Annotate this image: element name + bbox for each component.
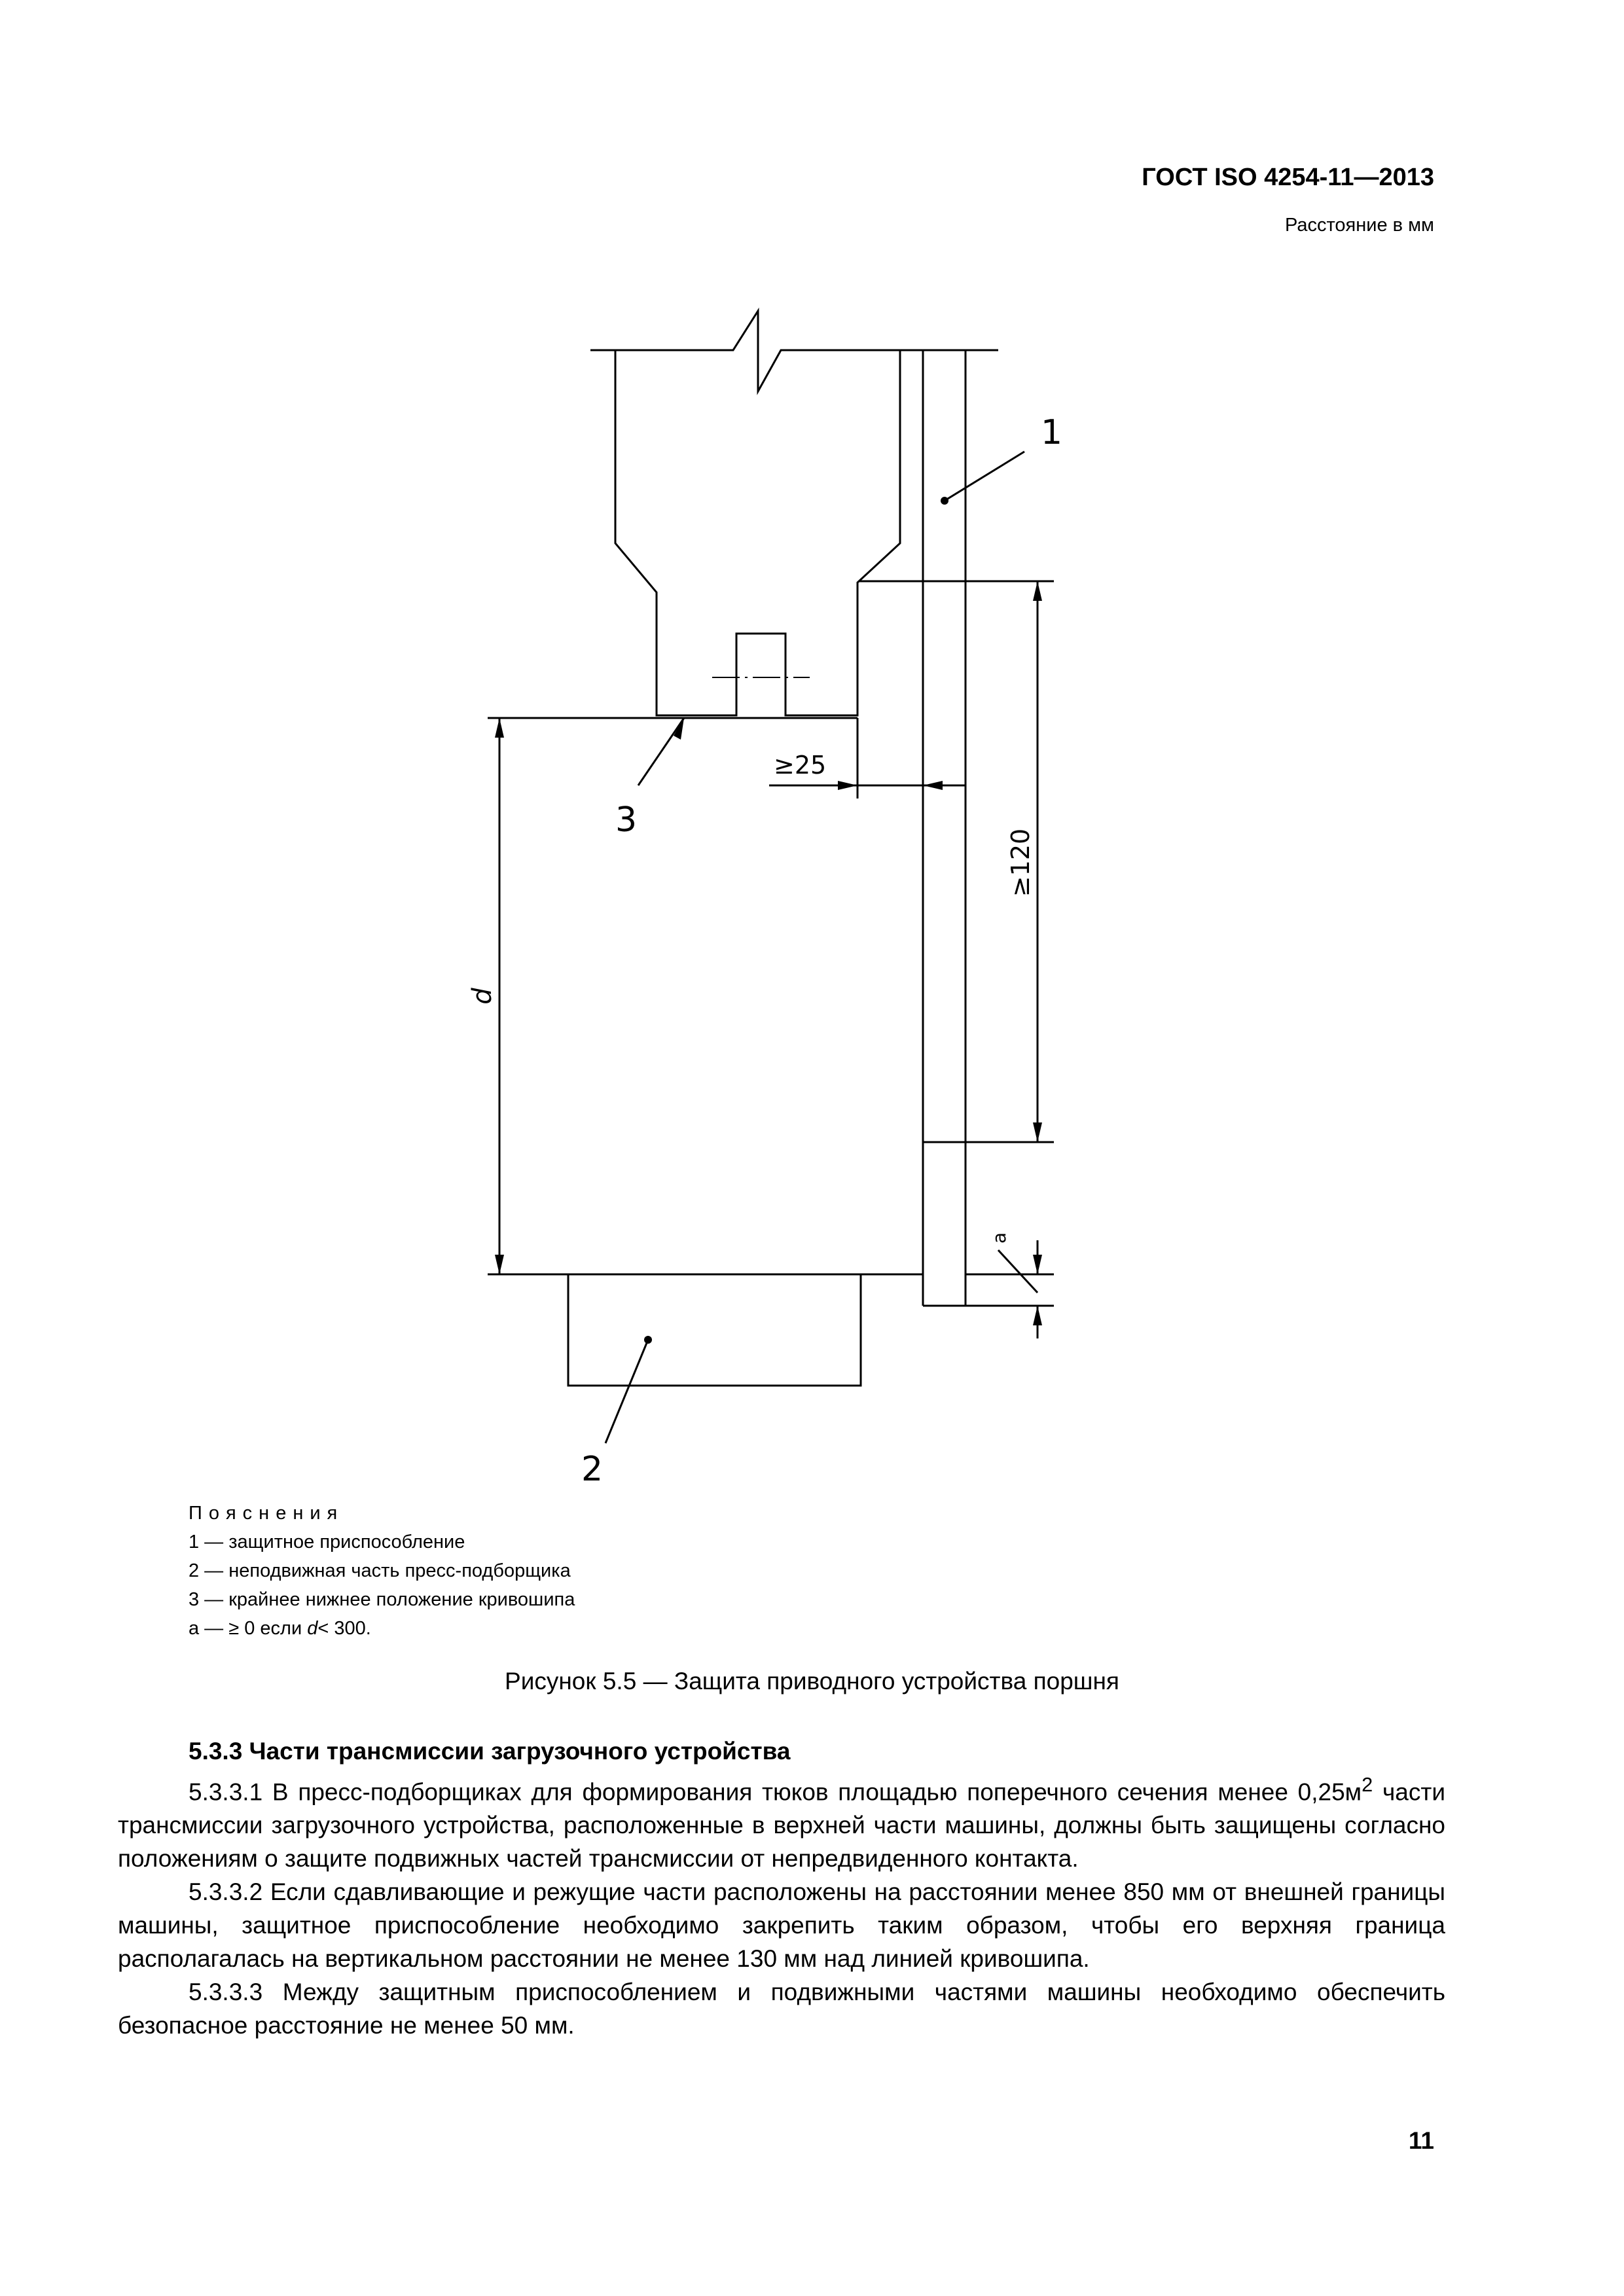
legend xyxy=(189,1499,575,1643)
leader-1 xyxy=(945,452,1024,501)
document-code: ГОСТ ISO 4254-11—2013 xyxy=(1142,164,1434,191)
callout-3: 3 xyxy=(615,800,638,840)
section-5-3-3 xyxy=(118,1734,1445,2042)
dimension-a-label: a xyxy=(988,1232,1010,1244)
leader-3 xyxy=(638,718,684,785)
legend-item-a-tail: < 300. xyxy=(317,1618,371,1639)
page-number: 11 xyxy=(1408,2127,1434,2154)
paragraph-5-3-3-2: 5.3.3.2 Если сдавливающие и режущие части расположены на расстоянии менее 850 мм от внешней границы машины, защитное приспособление необходимо закрепить таким образом, чтобы его верхняя граница располагалась на вертикальном расстоянии не менее 130 мм над линией кривошипа. xyxy=(118,1878,1445,1973)
section-heading: 5.3.3 Части трансмиссии загрузочного устройства xyxy=(189,1738,791,1765)
machine-body-outline xyxy=(615,350,900,715)
legend-item-a-text: a — ≥ 0 если xyxy=(189,1618,308,1639)
fixed-part-rect xyxy=(568,1274,861,1386)
paragraph-5-3-3-3: 5.3.3.3 Между защитным приспособлением и подвижными частями машины необходимо обеспечить безопасное расстояние не менее 50 мм. xyxy=(118,1979,1445,2039)
top-break-line xyxy=(590,311,998,391)
legend-item: 1 — защитное приспособление xyxy=(189,1532,465,1552)
legend-title: Пояснения xyxy=(189,1503,344,1524)
callout-2: 2 xyxy=(581,1450,604,1489)
dimension-gap-label: ≥25 xyxy=(774,751,827,780)
legend-item: 3 — крайнее нижнее положение кривошипа xyxy=(189,1589,575,1610)
callout-1: 1 xyxy=(1041,413,1063,452)
legend-item xyxy=(189,1614,575,1643)
leader-a xyxy=(998,1250,1038,1293)
legend-item-a-var: d xyxy=(307,1618,318,1639)
dimension-d-label: d xyxy=(467,988,497,1005)
dimension-height-label: ≥120 xyxy=(1006,828,1035,897)
leader-2 xyxy=(605,1340,648,1443)
units-note: Расстояние в мм xyxy=(1284,215,1434,236)
paragraph-5-3-3-1: 5.3.3.1 В пресс-подборщиках для формирования тюков площадью поперечного сечения менее $0,25м^2$ части трансмиссии загрузочного устройства, расположенные в верхней части машины, должны быть защищены согласно положениям о защите подвижных частей трансмиссии от непредвиденного контакта. xyxy=(118,1773,1445,1873)
legend-item: 2 — неподвижная часть пресс-подборщика xyxy=(189,1560,571,1581)
figure-caption: Рисунок 5.5 — Защита приводного устройства поршня xyxy=(505,1668,1119,1695)
